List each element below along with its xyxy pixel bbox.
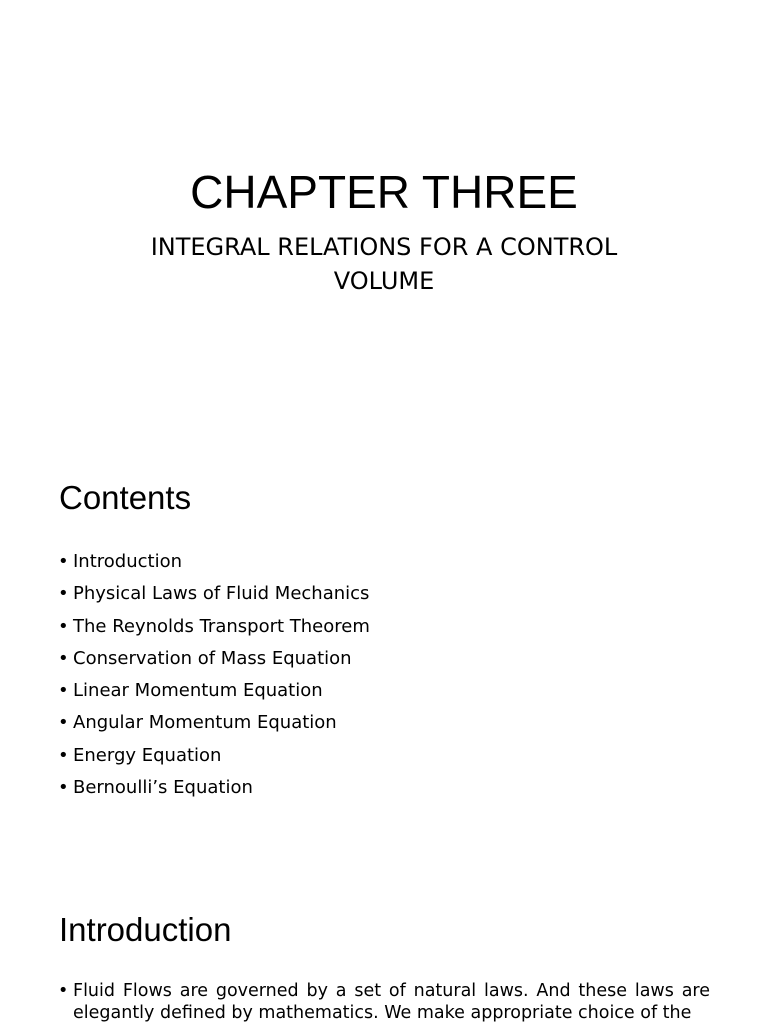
list-item-label: The Reynolds Transport Theorem — [73, 615, 370, 637]
list-item-label: Introduction — [73, 551, 183, 572]
list-item-label: Energy Equation — [73, 744, 222, 766]
list-item — [58, 643, 370, 675]
list-item-label: Linear Momentum Equation — [73, 680, 323, 702]
bullet-icon: • — [58, 712, 69, 734]
contents-slide — [0, 460, 768, 860]
chapter-subtitle: INTEGRAL RELATIONS FOR A CONTROL VOLUME — [150, 233, 618, 295]
bullet-icon: • — [58, 744, 69, 766]
list-item — [58, 546, 370, 578]
list-item — [58, 707, 370, 739]
introduction-heading: Introduction — [59, 911, 232, 948]
list-item — [58, 578, 370, 610]
contents-list — [58, 546, 370, 804]
list-item-label: Bernoulli’s Equation — [73, 777, 253, 799]
list-item — [58, 740, 370, 772]
list-item-label: Conservation of Mass Equation — [73, 647, 352, 669]
bullet-icon: • — [58, 981, 69, 1001]
bullet-icon: • — [58, 680, 69, 702]
list-item-label: Physical Laws of Fluid Mechanics — [73, 583, 370, 605]
bullet-icon: • — [58, 551, 69, 572]
list-item — [58, 611, 370, 643]
bullet-icon: • — [58, 615, 69, 637]
introduction-slide — [0, 880, 768, 1024]
bullet-icon: • — [58, 777, 69, 799]
introduction-paragraph — [58, 980, 710, 1024]
chapter-title: CHAPTER THREE — [190, 166, 578, 218]
bullet-icon: • — [58, 583, 69, 605]
introduction-text: Fluid Flows are governed by a set of natural laws. And these laws are elegantly defined by mathematics. We make appropriate choice of the — [73, 981, 710, 1023]
list-item — [58, 675, 370, 707]
list-item-label: Angular Momentum Equation — [73, 712, 337, 734]
list-item — [58, 772, 370, 804]
title-slide — [0, 0, 768, 440]
bullet-icon: • — [58, 647, 69, 669]
contents-heading: Contents — [59, 479, 192, 516]
